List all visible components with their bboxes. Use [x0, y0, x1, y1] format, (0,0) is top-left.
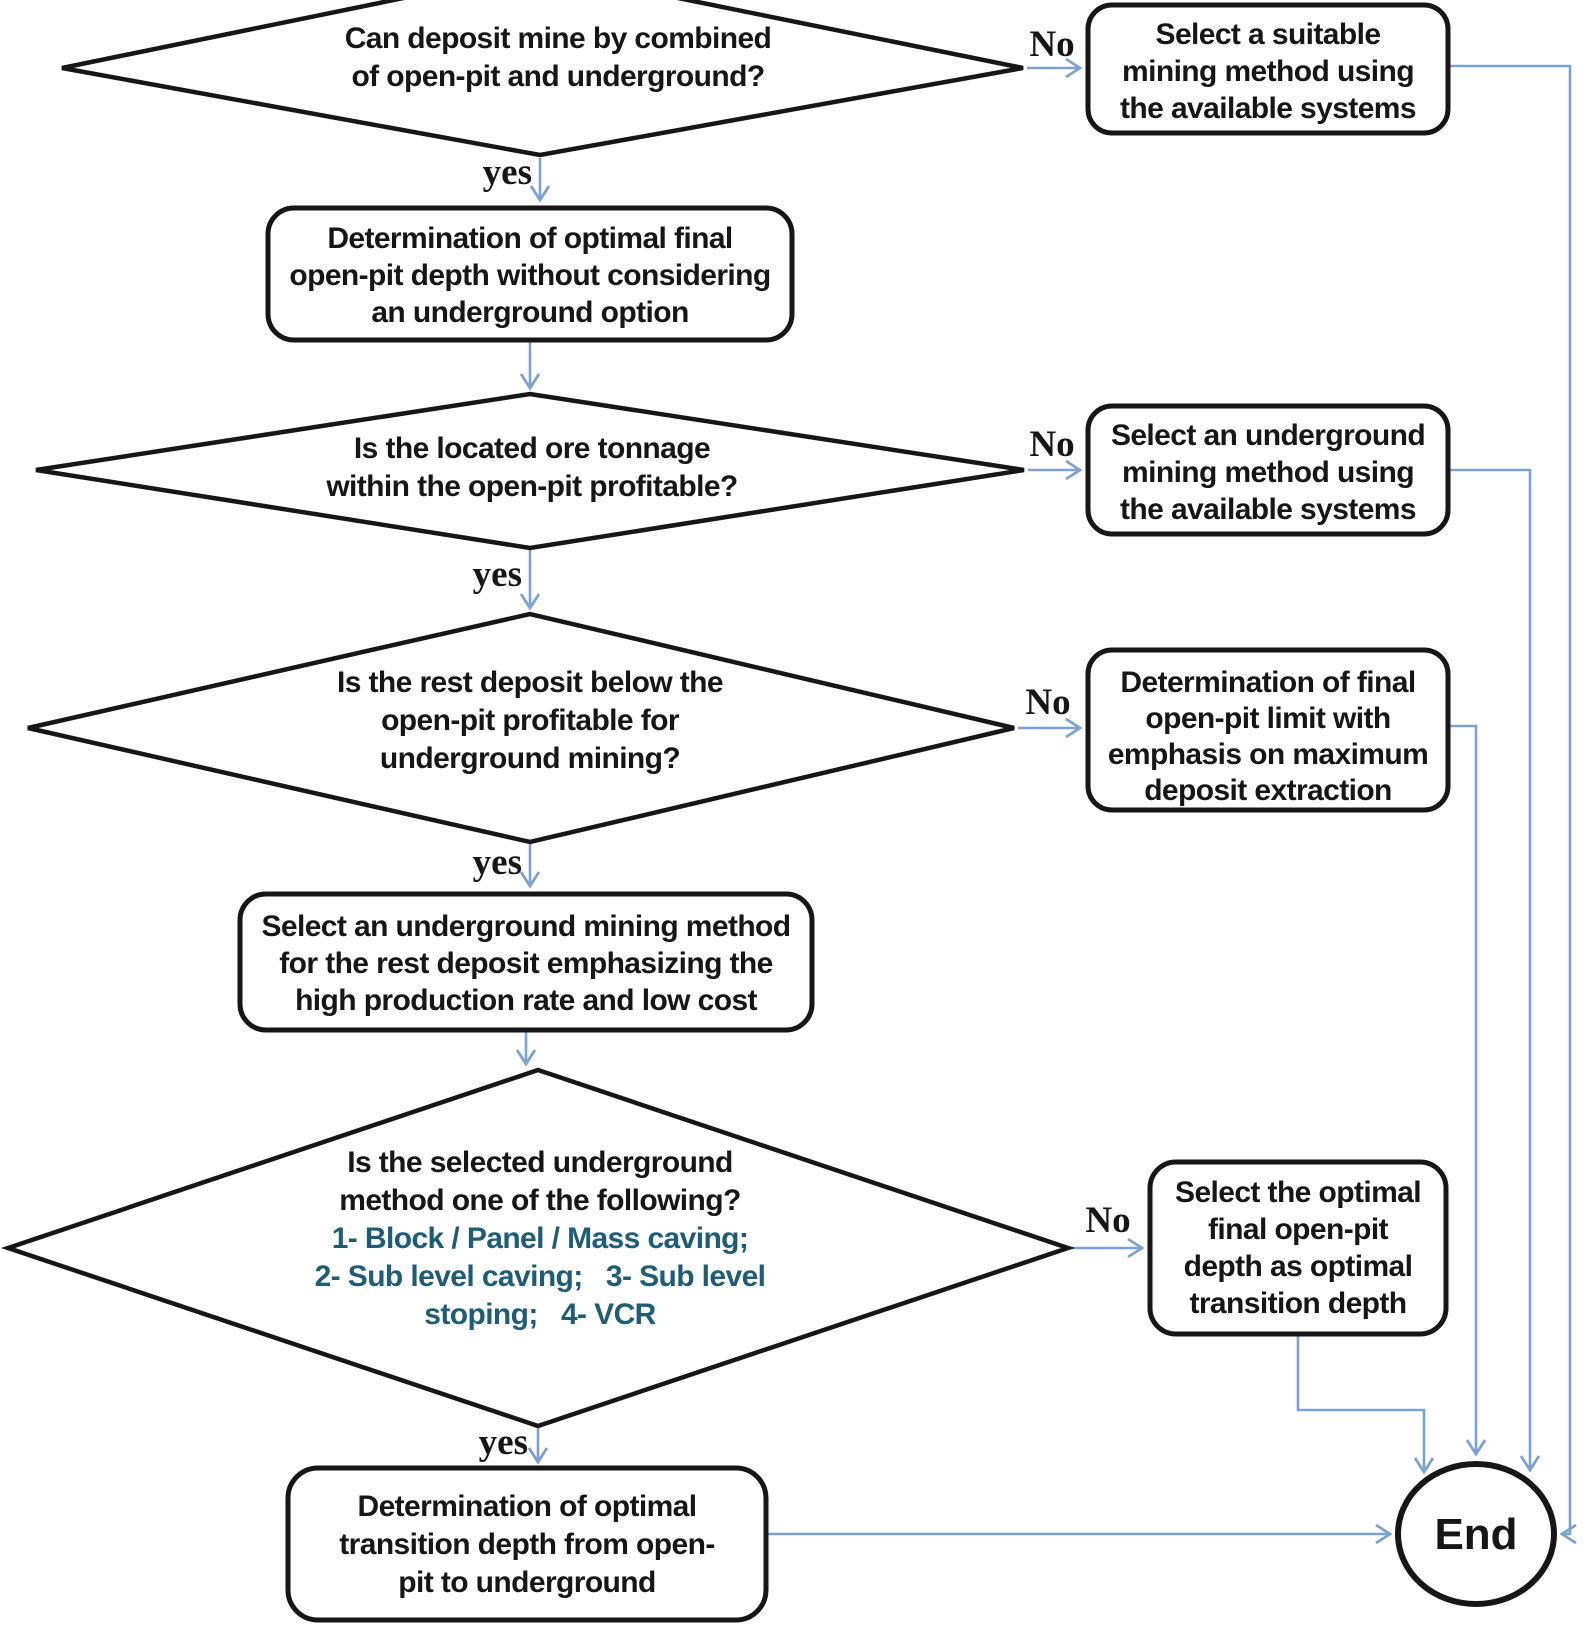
edge-optimaltransition-to-end [1298, 1334, 1424, 1472]
node-text-line: Is the located ore tonnage [353, 432, 711, 465]
node-text-line: Select the optimal [1175, 1176, 1421, 1209]
node-text-line: deposit extraction [1144, 774, 1392, 807]
yes-label-3: yes [472, 842, 522, 883]
node-text-line: of open-pit and underground? [351, 60, 765, 93]
node-text-line: high production rate and low cost [295, 984, 757, 1017]
node-decision-rest-deposit [28, 614, 1014, 842]
node-text-line: method one of the following? [339, 1184, 741, 1217]
node-text-line: the available systems [1120, 493, 1416, 526]
node-decision-combined [62, 0, 1023, 155]
node-text-line: the available systems [1120, 92, 1416, 125]
node-final-openpit-limit [1088, 650, 1448, 810]
node-text-line: open-pit depth without considering [289, 259, 771, 292]
node-decision-method-type [8, 1070, 1068, 1426]
node-optimal-final-depth [268, 208, 792, 340]
node-text-line: depth as optimal [1183, 1250, 1413, 1283]
node-text-line: Select a suitable [1155, 18, 1381, 51]
yes-label-4: yes [478, 1422, 528, 1463]
node-text-line: open-pit limit with [1145, 702, 1391, 735]
node-decision-ore-tonnage [36, 394, 1024, 548]
end-label: End [1434, 1510, 1518, 1559]
node-text-line: Select an underground [1110, 419, 1426, 452]
edge-underground-to-end [1448, 470, 1530, 1470]
yes-label-1: yes [482, 152, 532, 193]
node-text-line: transition depth from open- [339, 1528, 715, 1561]
node-text-line: mining method using [1122, 456, 1414, 489]
node-text-method-option: 2- Sub level caving; 3- Sub level [314, 1260, 766, 1293]
node-select-suitable-method [1088, 5, 1448, 133]
node-text-line: Determination of optimal [357, 1490, 697, 1523]
no-label-2: No [1029, 424, 1075, 465]
node-text-line: mining method using [1122, 55, 1414, 88]
node-text-line: Determination of final [1120, 666, 1416, 699]
node-end-terminator [1398, 1464, 1554, 1604]
node-text-line: final open-pit [1208, 1213, 1388, 1246]
node-text-line: for the rest deposit emphasizing the [279, 947, 773, 980]
node-determine-transition-depth [288, 1468, 766, 1620]
node-text-method-option: 1- Block / Panel / Mass caving; [331, 1222, 749, 1255]
yes-label-2: yes [472, 554, 522, 595]
edge-finallimit-to-end [1448, 726, 1476, 1454]
node-select-ug-rest-deposit [240, 894, 812, 1030]
node-text-line: Determination of optimal final [327, 222, 733, 255]
no-label-3: No [1025, 682, 1071, 723]
node-text-line: Is the selected underground [347, 1146, 733, 1179]
node-text-line: an underground option [371, 296, 689, 329]
node-text-line: emphasis on maximum [1107, 738, 1429, 771]
node-text-line: pit to underground [398, 1566, 656, 1599]
node-text-line: Is the rest deposit below the [336, 666, 724, 699]
node-text-line: open-pit profitable for [381, 704, 679, 737]
node-text-line: transition depth [1189, 1287, 1407, 1320]
node-text-line: Select an underground mining method [261, 910, 791, 943]
node-select-optimal-as-transition [1150, 1162, 1446, 1334]
node-text-line: within the open-pit profitable? [326, 470, 738, 503]
no-label-4: No [1085, 1200, 1131, 1241]
node-text-line: underground mining? [379, 742, 681, 775]
node-text-line: Can deposit mine by combined [344, 22, 772, 55]
edge-suitable-to-end [1448, 66, 1570, 1534]
node-select-underground-method [1088, 406, 1448, 534]
no-label-1: No [1029, 24, 1075, 65]
node-text-method-option: stoping; 4- VCR [424, 1298, 656, 1331]
